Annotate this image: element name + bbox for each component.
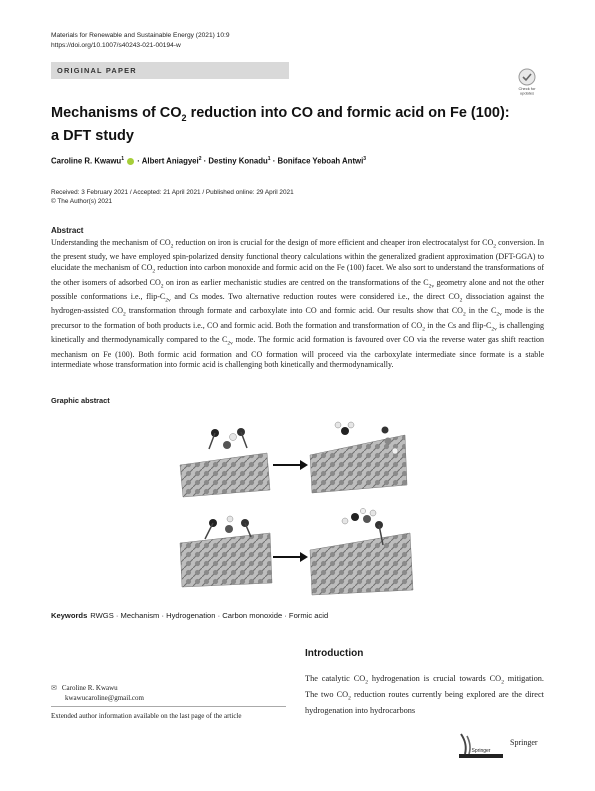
corresponding-email[interactable]: kwawucaroline@gmail.com xyxy=(65,694,144,702)
title-line1-pre: Mechanisms of CO xyxy=(51,105,182,121)
orcid-icon[interactable] xyxy=(127,158,134,165)
introduction-heading: Introduction xyxy=(305,648,364,659)
publisher-name: Springer xyxy=(510,738,538,747)
springer-open-logo-icon xyxy=(455,730,507,760)
check-updates-icon xyxy=(512,66,542,96)
article-dates xyxy=(51,188,294,206)
title-line1-sub: 2 xyxy=(181,112,187,123)
envelope-icon: ✉ xyxy=(51,684,57,692)
paper-title xyxy=(51,104,521,145)
corresponding-author-name: Caroline R. Kwawu xyxy=(61,684,118,692)
journal-header xyxy=(51,31,230,51)
graphic-abstract-figure xyxy=(175,415,445,600)
article-type-banner xyxy=(51,62,289,79)
slab-bottom-right xyxy=(310,508,413,595)
svg-text:Check for: Check for xyxy=(518,86,536,91)
author-affiliation: 1 xyxy=(121,156,124,162)
keywords-label: Keywords xyxy=(51,611,88,620)
abstract-body: Understanding the mechanism of $CO_2$ reduction on iron is crucial for the design of more efficient and cheaper iron electrocatalyst for $CO_2$ conversion. In the present study, we have employed spin-polarized density functional theory calculations within the generalized gradient approximation (DFT-GGA) to elucidate the mechanism of $CO_2$ reduction into carbon monoxide and formic acid on the Fe (100) facet. We also sort to understand the transformations of the other isomers of adsorbed $CO_2$ on iron as earlier mechanistic studies are centred on the transformations of the $C_{2v}$ geometry alone and not the other possible conformations i.e., flip-$C_{2v}$ and Cs modes. Two alternative reduction routes were considered i.e., the direct $CO_2$ dissociation against the hydrogen-assisted $CO_2$ transformation through formate and carboxylate into CO and formic acid. Our results show that $CO_2$ in the $C_{2v}$ mode is the precursor to the formation of both products i.e., CO and formic acid. Both the formation and transformation of $CO_2$ in the Cs and flip-$C_{2v}$ is challenging kinetically and thermodynamically compared to the $C_{2v}$ mode. The formic acid formation is favoured over CO via the reverse water gas shift reaction mechanism on Fe (100). Both formic acid formation and CO formation will proceed via the carboxylate intermediate since formate is a stable intermediate whose transformation into formic acid is challenging both kinetically and thermodynamically. xyxy=(51,238,545,370)
title-line2: a DFT study xyxy=(51,127,134,144)
abstract-heading: Abstract xyxy=(51,226,84,235)
author-name[interactable]: Caroline R. Kwawu xyxy=(51,156,122,166)
journal-citation: Materials for Renewable and Sustainable Energy (2021) 10:9 xyxy=(51,32,230,39)
svg-text:updates: updates xyxy=(519,90,535,96)
reaction-arrow-top xyxy=(273,460,308,470)
slab-top-left xyxy=(180,428,270,497)
author-name[interactable]: Albert Aniagyei xyxy=(141,156,199,166)
author-name[interactable]: Boniface Yeboah Antwi xyxy=(277,156,364,166)
introduction-body: The catalytic $CO_2$ hydrogenation is crucial towards $CO_2$ mitigation. The two $CO_2$ reduction routes currently being explored are the direct hydrogenation into hydrocarbons xyxy=(305,674,544,715)
history-dates: Received: 3 February 2021 / Accepted: 21 April 2021 / Published online: 29 April 2021 xyxy=(51,189,294,196)
svg-text:Springer: Springer xyxy=(471,748,491,754)
author-name[interactable]: Destiny Konadu xyxy=(208,156,268,166)
author-list: Caroline R. Kwawu$^1$ · Albert Aniagyei$^2$ · Destiny Konadu$^1$ · Boniface Yeboah Antwi$^3$ xyxy=(51,156,367,166)
slab-top-right xyxy=(310,422,407,493)
extended-author-info: Extended author information available on the last page of the article xyxy=(51,712,242,720)
copyright: © The Author(s) 2021 xyxy=(51,198,113,205)
author-affiliation: 3 xyxy=(363,156,367,162)
graphic-abstract-heading: Graphic abstract xyxy=(51,396,110,405)
keywords-list: RWGS · Mechanism · Hydrogenation · Carbon monoxide · Formic acid xyxy=(90,611,329,620)
article-type-label: ORIGINAL PAPER xyxy=(57,66,137,75)
check-for-updates-badge[interactable] xyxy=(512,66,542,96)
title-line1-post: reduction into CO and formic acid on Fe (100): xyxy=(186,105,510,121)
reaction-arrow-bottom xyxy=(273,552,308,562)
keywords xyxy=(51,611,328,620)
author-affiliation: 2 xyxy=(198,156,202,162)
author-affiliation: 1 xyxy=(267,156,271,162)
footnote-divider xyxy=(51,706,286,707)
doi-link[interactable]: https://doi.org/10.1007/s40243-021-00194-w xyxy=(51,42,181,49)
correspondence xyxy=(51,683,144,703)
slab-bottom-left xyxy=(180,516,272,587)
